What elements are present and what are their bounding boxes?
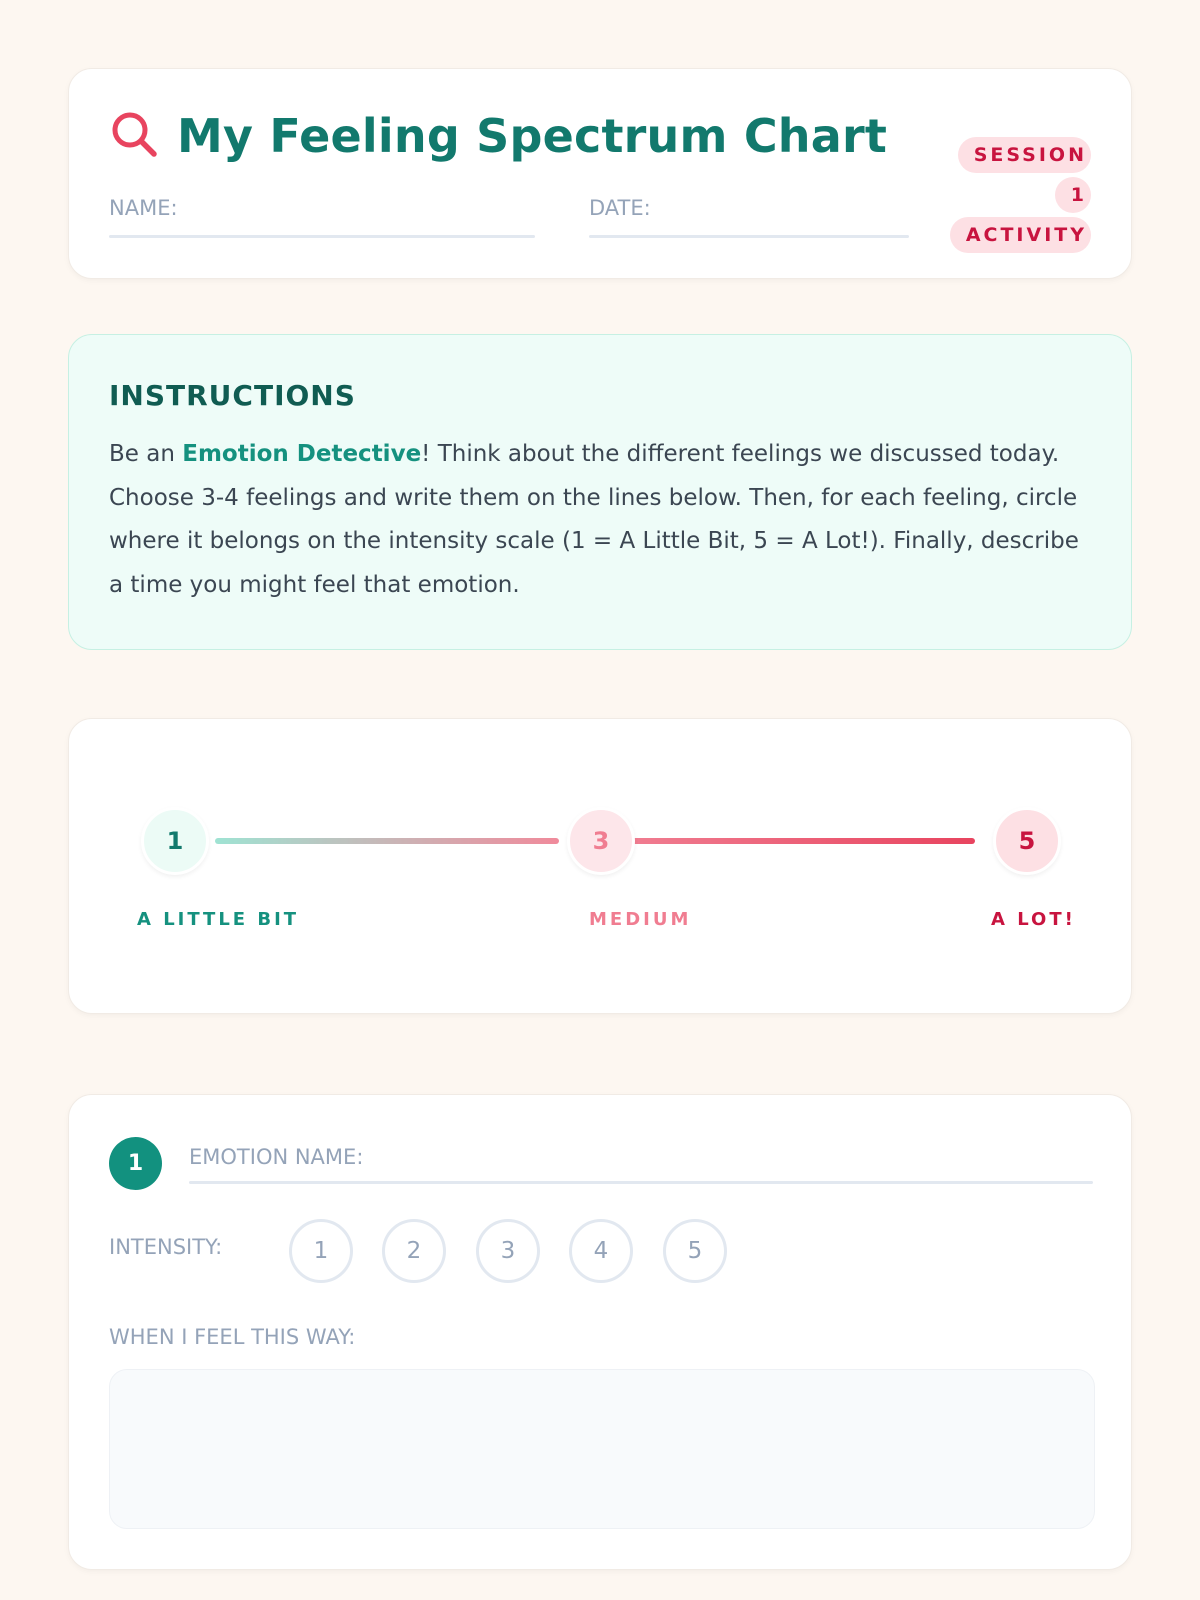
date-label: DATE: (589, 196, 651, 220)
scale-label-lot: A LOT! (991, 909, 1076, 930)
emotion-entry-card (68, 1094, 1132, 1570)
emotion-name-label: EMOTION NAME: (189, 1145, 364, 1169)
session-badge (943, 135, 1091, 255)
intensity-option-1[interactable]: 1 (289, 1219, 353, 1283)
search-icon (109, 109, 159, 163)
scale-label-medium: MEDIUM (589, 909, 692, 930)
scale-point-3: 3 (567, 807, 635, 875)
name-label: NAME: (109, 196, 178, 220)
page-title: My Feeling Spectrum Chart (177, 109, 888, 163)
date-field[interactable] (589, 235, 909, 238)
intensity-label: INTENSITY: (109, 1235, 223, 1259)
instructions-intro: Be an (109, 441, 183, 467)
scale-point-1: 1 (141, 807, 209, 875)
when-description-field[interactable] (109, 1369, 1095, 1529)
intensity-option-3[interactable]: 3 (476, 1219, 540, 1283)
instructions-heading: INSTRUCTIONS (109, 379, 356, 412)
name-field[interactable] (109, 235, 535, 238)
scale-label-little: A LITTLE BIT (137, 909, 300, 930)
intensity-option-2[interactable]: 2 (382, 1219, 446, 1283)
instructions-card (68, 334, 1132, 650)
intensity-scale-card (68, 718, 1132, 1014)
when-label: WHEN I FEEL THIS WAY: (109, 1325, 356, 1349)
title-row (109, 109, 887, 163)
emotion-name-field[interactable] (189, 1181, 1093, 1184)
scale-line-low (215, 838, 559, 844)
intensity-option-5[interactable]: 5 (663, 1219, 727, 1283)
session-badge-text: SESSION 1 ACTIVITY (950, 137, 1091, 253)
header-card (68, 68, 1132, 279)
intensity-option-4[interactable]: 4 (569, 1219, 633, 1283)
emotion-number-badge: 1 (109, 1137, 162, 1190)
instructions-text (109, 433, 1099, 607)
scale-point-5: 5 (993, 807, 1061, 875)
instructions-highlight: Emotion Detective (182, 441, 422, 467)
scale-line-high (629, 838, 975, 844)
instructions-body: ! Think about the different feelings we discussed today. Choose 3-4 feelings and write them on the lines below. Then, for each feeling, circle where it belongs on the intensity scale (1 = A Little Bit, 5 = A Lot!). Finally, describe a time you might feel that emotion. (109, 441, 1079, 598)
